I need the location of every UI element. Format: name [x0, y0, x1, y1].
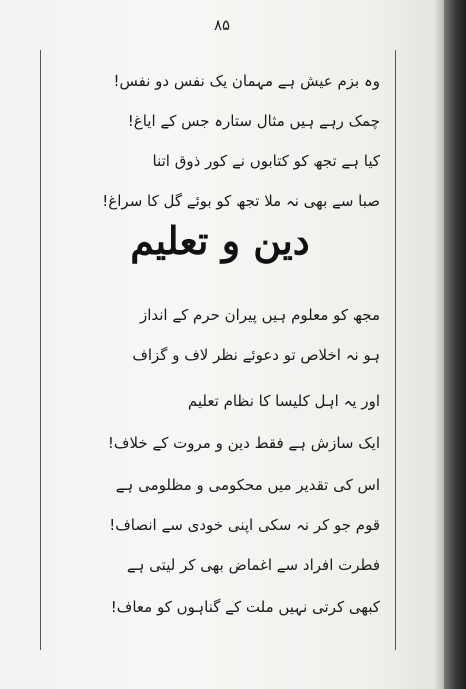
right-margin-rule — [395, 50, 396, 650]
verse-line: کبھی کرتی نہیں ملت کے گناہوں کو معاف! — [110, 598, 380, 616]
verse-line: ہو نہ اخلاص تو دعوئے نظر لاف و گزاف — [132, 346, 380, 364]
verse-line: مجھ کو معلوم ہیں پیرانِ حرم کے انداز — [139, 306, 380, 324]
section-heading: دین و تعلیم — [130, 218, 310, 263]
verse-line: فطرت افراد سے اغماض بھی کر لیتی ہے — [126, 556, 380, 574]
left-margin-rule — [40, 50, 41, 650]
verse-line: اس کی تقدیر میں محکومی و مظلومی ہے — [115, 476, 380, 494]
verse-line: صبا سے بھی نہ ملا تجھ کو بوئے گل کا سراغ! — [102, 192, 380, 210]
book-spine-shadow — [444, 0, 466, 689]
page-number: ۸۵ — [213, 16, 231, 34]
verse-line: اور یہ اہلِ کلیسا کا نظامِ تعلیم — [187, 392, 380, 410]
verse-line: قوم جو کر نہ سکی اپنی خودی سے انصاف! — [109, 516, 380, 534]
verse-line: چمک رہے ہیں مثالِ ستارہ جس کے ایاغ! — [127, 112, 380, 130]
verse-line: وہ بزمِ عیش ہے مہمانِ یک نفس دو نفس! — [113, 72, 380, 90]
verse-line: ایک سازش ہے فقط دین و مروت کے خلاف! — [107, 434, 380, 452]
verse-line: کیا ہے تجھ کو کتابوں نے کور ذوق اتنا — [152, 152, 380, 170]
